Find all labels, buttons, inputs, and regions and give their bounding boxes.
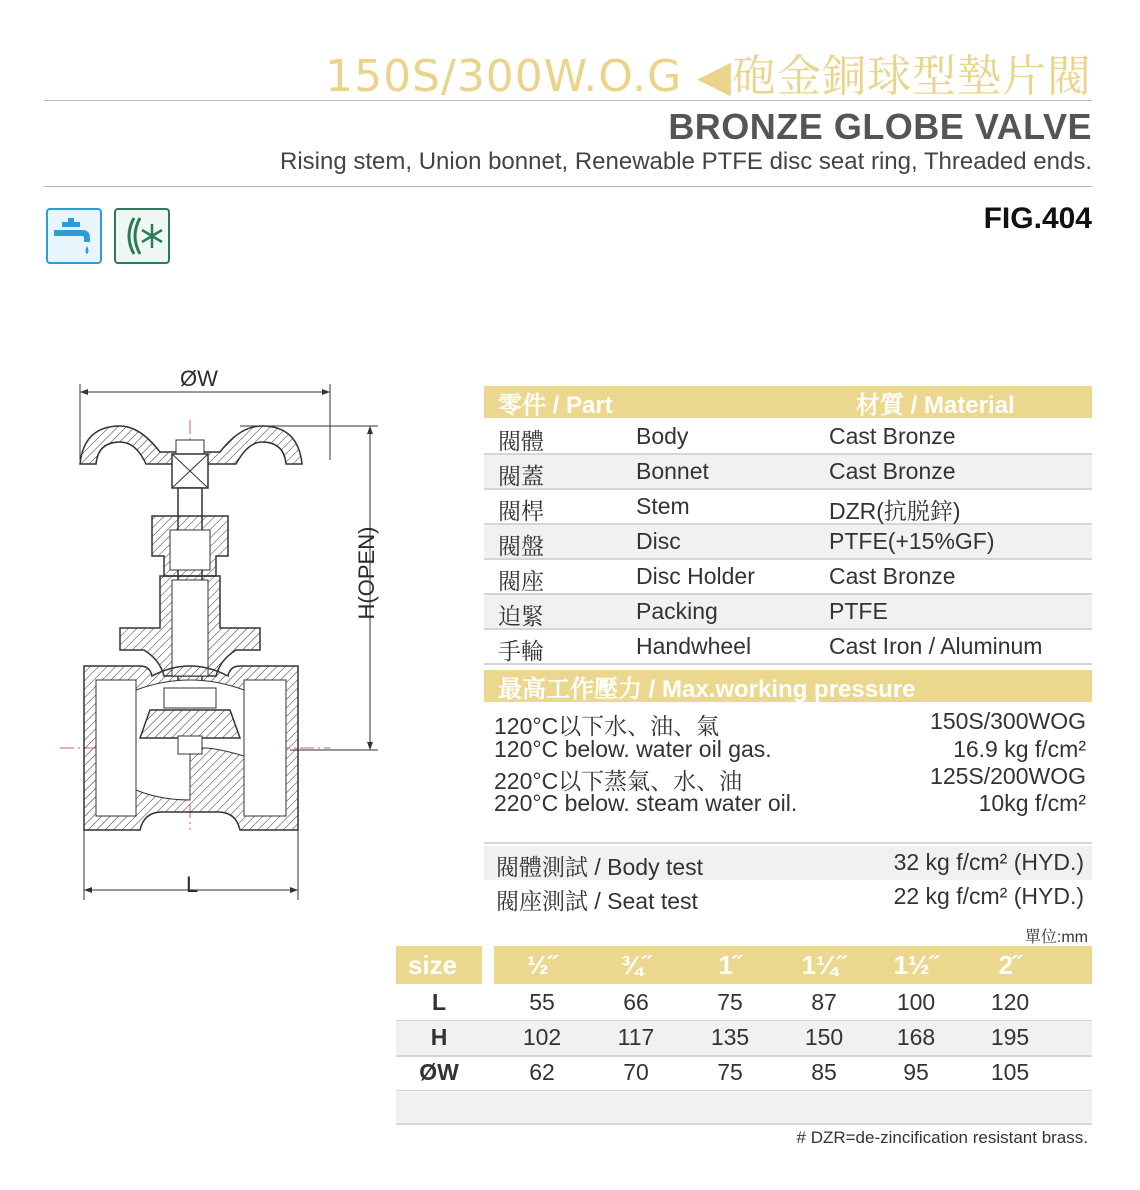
size-row-h — [396, 1021, 1092, 1057]
size-value: 120 — [990, 989, 1030, 1015]
size-column: 2˝ — [998, 950, 1022, 980]
size-row-label: H — [430, 1024, 448, 1050]
part-name: Handwheel — [636, 633, 752, 659]
pressure-value: 10kg f/cm² — [978, 790, 1086, 816]
size-label: size — [408, 950, 458, 980]
size-value: 117 — [617, 1024, 655, 1050]
size-value: 195 — [990, 1024, 1030, 1050]
pressure-value: 150S/300WOG — [930, 708, 1086, 734]
part-zh: 閥蓋 — [498, 463, 544, 489]
size-column: 1˝ — [718, 950, 742, 980]
pressure-header — [484, 670, 1092, 702]
test-row — [484, 880, 1092, 914]
pressure-line — [494, 736, 1086, 764]
pressure-line — [494, 763, 1086, 794]
part-material: Cast Bronze — [829, 423, 956, 449]
size-value: 66 — [623, 989, 649, 1015]
pressure-condition: 220°C以下蒸氣、水、油 — [494, 768, 743, 794]
part-name: Bonnet — [636, 458, 709, 484]
test-row — [484, 846, 1092, 880]
tests-divider — [484, 842, 1092, 844]
size-header-row — [494, 946, 1092, 984]
parts-row — [484, 455, 1092, 490]
size-row-label: L — [431, 989, 447, 1015]
test-value: 32 kg f/cm² (HYD.) — [893, 849, 1084, 875]
pressure-value: 125S/200WOG — [930, 763, 1086, 789]
size-column: 1½˝ — [893, 950, 939, 980]
part-zh: 手輪 — [498, 638, 544, 664]
heat-cold-icon — [114, 208, 170, 264]
part-zh: 閥桿 — [498, 498, 544, 524]
part-zh: 閥盤 — [498, 533, 544, 559]
parts-row — [484, 525, 1092, 560]
parts-row — [484, 630, 1092, 665]
part-column-header: 零件 / Part — [498, 391, 613, 419]
dimension-h-label: H(OPEN) — [354, 526, 379, 620]
dimension-w-label: ØW — [180, 366, 218, 391]
material-column-header: 材質 / Material — [856, 391, 1015, 419]
size-value: 62 — [529, 1059, 555, 1085]
test-label: 閥體測試 / Body test — [496, 854, 704, 880]
test-label: 閥座測試 / Seat test — [496, 888, 698, 914]
part-zh: 迫緊 — [498, 603, 544, 629]
parts-row — [484, 560, 1092, 595]
pressure-title: 最高工作壓力 / Max.working pressure — [498, 675, 916, 703]
part-name: Disc Holder — [636, 563, 755, 589]
part-zh: 閥體 — [498, 428, 544, 454]
size-value: 95 — [903, 1059, 929, 1085]
size-value: 105 — [990, 1059, 1030, 1085]
footnote: # DZR=de-zincification resistant brass. — [796, 1128, 1088, 1147]
part-material: PTFE — [829, 598, 888, 624]
pressure-line — [494, 708, 1086, 739]
part-name: Body — [636, 423, 689, 449]
water-tap-icon — [46, 208, 102, 264]
size-value: 70 — [623, 1059, 649, 1085]
size-value: 100 — [896, 989, 936, 1015]
test-value: 22 kg f/cm² (HYD.) — [893, 883, 1084, 909]
chinese-title: 150S/300W.O.G ◀砲金銅球型墊片閥 — [325, 51, 1092, 102]
part-material: DZR(抗脱鋅) — [829, 498, 961, 524]
size-header-label — [396, 946, 482, 984]
unit-label: 單位:mm — [1024, 929, 1088, 946]
product-title: BRONZE GLOBE VALVE — [668, 106, 1092, 147]
part-material: Cast Bronze — [829, 458, 956, 484]
part-name: Disc — [636, 528, 681, 554]
parts-row — [484, 595, 1092, 630]
size-row-label: ØW — [419, 1059, 459, 1085]
pressure-condition: 120°C below. water oil gas. — [494, 736, 772, 762]
part-material: Cast Bronze — [829, 563, 956, 589]
size-value: 87 — [811, 989, 837, 1015]
part-material: PTFE(+15%GF) — [829, 528, 995, 554]
part-material: Cast Iron / Aluminum — [829, 633, 1043, 659]
size-value: 168 — [896, 1024, 936, 1050]
subtitle-divider — [44, 186, 1092, 187]
pressure-condition: 120°C以下水、油、氣 — [494, 713, 720, 739]
pressure-line — [494, 790, 1086, 818]
header-divider — [44, 100, 1092, 101]
part-name: Stem — [636, 493, 690, 519]
figure-number: FIG.404 — [983, 202, 1092, 235]
pressure-value: 16.9 kg f/cm² — [953, 736, 1086, 762]
parts-row — [484, 420, 1092, 455]
size-column: ¾˝ — [620, 950, 652, 980]
size-column: 1¼˝ — [801, 950, 847, 980]
dimension-l-label: L — [186, 872, 199, 897]
valve-drawing — [40, 360, 390, 920]
product-subtitle: Rising stem, Union bonnet, Renewable PTFE disc seat ring, Threaded ends. — [280, 148, 1092, 175]
size-value: 75 — [717, 1059, 743, 1085]
size-value: 150 — [804, 1024, 844, 1050]
pressure-condition: 220°C below. steam water oil. — [494, 790, 798, 816]
size-row-l — [396, 986, 1092, 1022]
size-value: 75 — [717, 989, 743, 1015]
size-row-empty — [396, 1091, 1092, 1125]
part-zh: 閥座 — [498, 568, 544, 594]
size-row-w — [396, 1056, 1092, 1092]
size-value: 55 — [529, 989, 555, 1015]
size-value: 135 — [710, 1024, 750, 1050]
size-value: 85 — [811, 1059, 837, 1085]
parts-row — [484, 490, 1092, 525]
size-column: ½˝ — [526, 950, 558, 980]
part-name: Packing — [636, 598, 718, 624]
parts-table-header — [484, 386, 1092, 418]
size-value: 102 — [522, 1024, 562, 1050]
